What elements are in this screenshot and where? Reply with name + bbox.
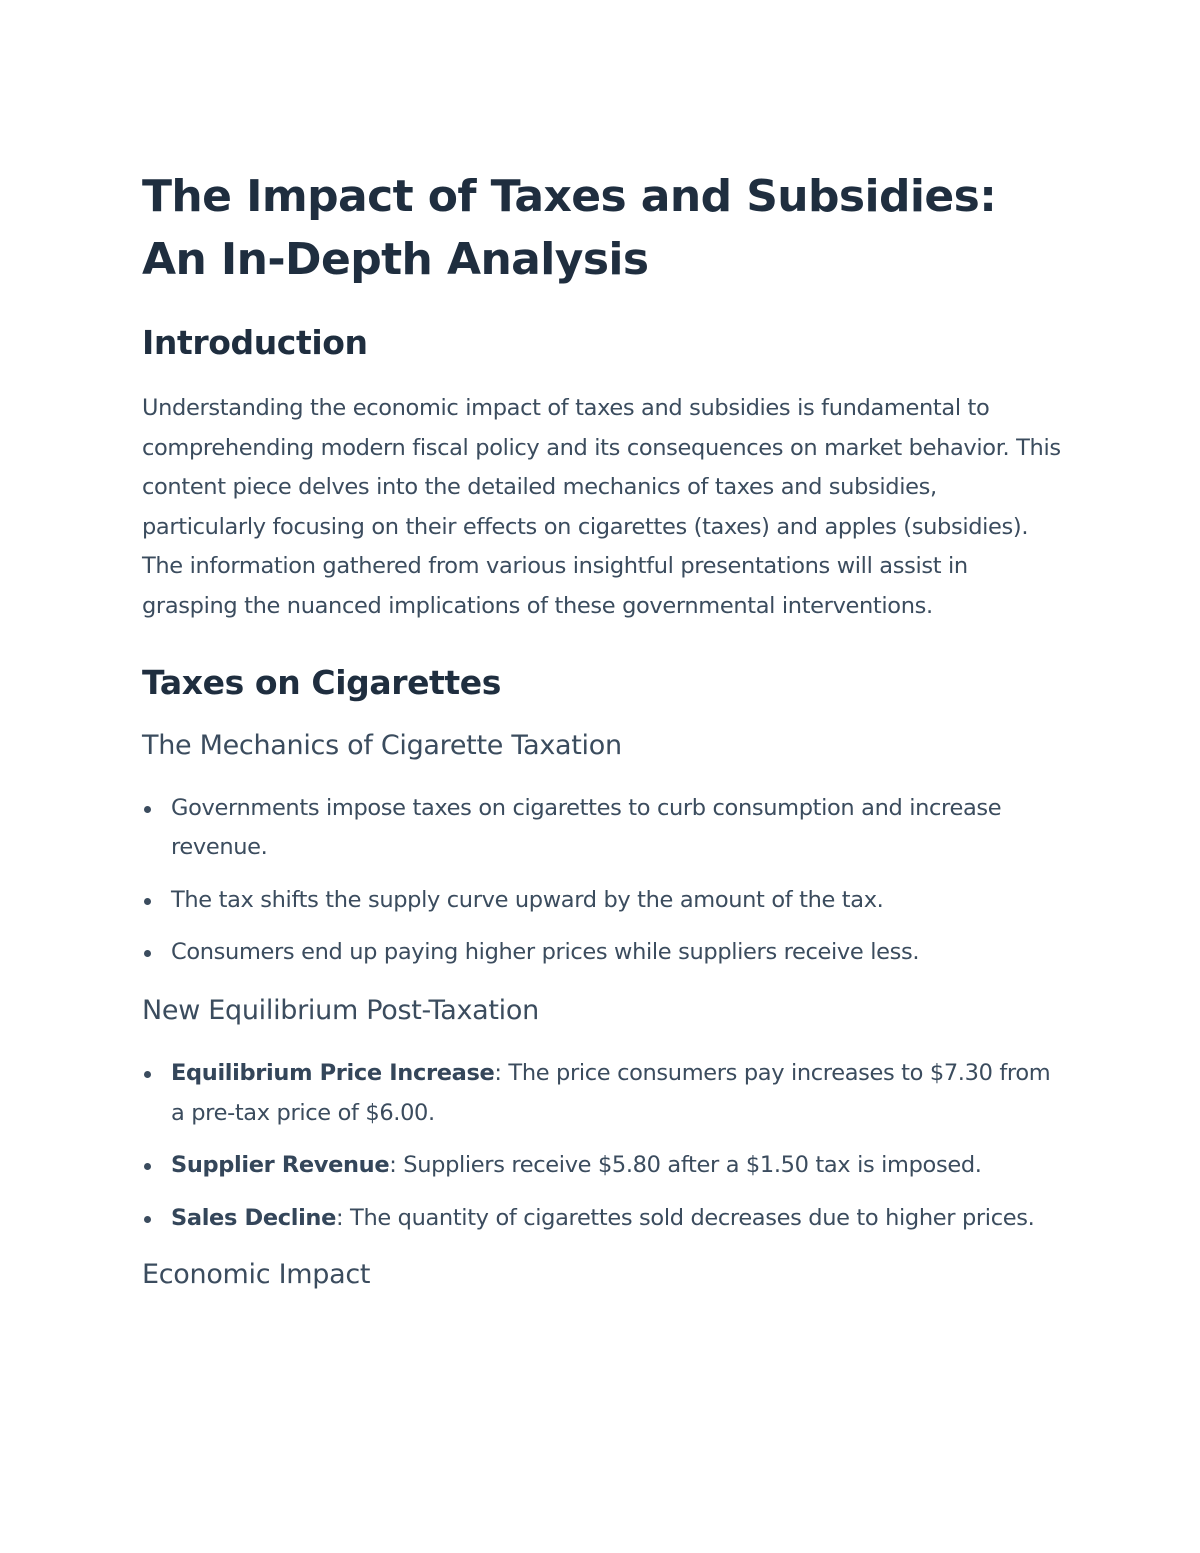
document-page [142, 165, 1062, 1292]
list-item-text: : Suppliers receive $5.80 after a $1.50 tax is imposed. [389, 1152, 982, 1179]
list-item-text: : The quantity of cigarettes sold decreases due to higher prices. [336, 1204, 1035, 1231]
list-item: Governments impose taxes on cigarettes to curb consumption and increase revenue. [142, 789, 1062, 868]
list-item-text: : The price consumers pay increases to $7.30 from a pre-tax price of $6.00. [171, 1059, 1051, 1126]
introduction-paragraph: Understanding the economic impact of taxes and subsidies is fundamental to comprehending modern fiscal policy and its consequences on market behavior. This content piece delves into the detailed mechanics of taxes and subsidies, particularly focusing on their effects on cigarettes (taxes) and apples (subsidies). The information gathered from various insightful presentations will assist in grasping the nuanced implications of these governmental interventions. [142, 395, 1061, 619]
economic-impact-heading: Economic Impact [142, 1259, 371, 1291]
list-item [142, 1146, 1062, 1186]
list-item-term: Supplier Revenue [171, 1152, 390, 1179]
introduction-heading: Introduction [142, 323, 368, 362]
list-item [142, 1054, 1062, 1133]
taxes-on-cigarettes-heading: Taxes on Cigarettes [142, 662, 502, 702]
list-item-term: Equilibrium Price Increase [171, 1059, 495, 1086]
list-item [142, 1199, 1062, 1239]
list-item: The tax shifts the supply curve upward by the amount of the tax. [142, 881, 1062, 921]
document-title: The Impact of Taxes and Subsidies: An In-Depth Analysis [142, 171, 997, 285]
mechanics-heading: The Mechanics of Cigarette Taxation [142, 729, 622, 761]
new-equilibrium-heading: New Equilibrium Post-Taxation [142, 994, 539, 1026]
new-equilibrium-list [142, 1054, 1062, 1238]
list-item-term: Sales Decline [171, 1204, 337, 1231]
mechanics-list [142, 789, 1062, 973]
list-item: Consumers end up paying higher prices while suppliers receive less. [142, 933, 1062, 973]
